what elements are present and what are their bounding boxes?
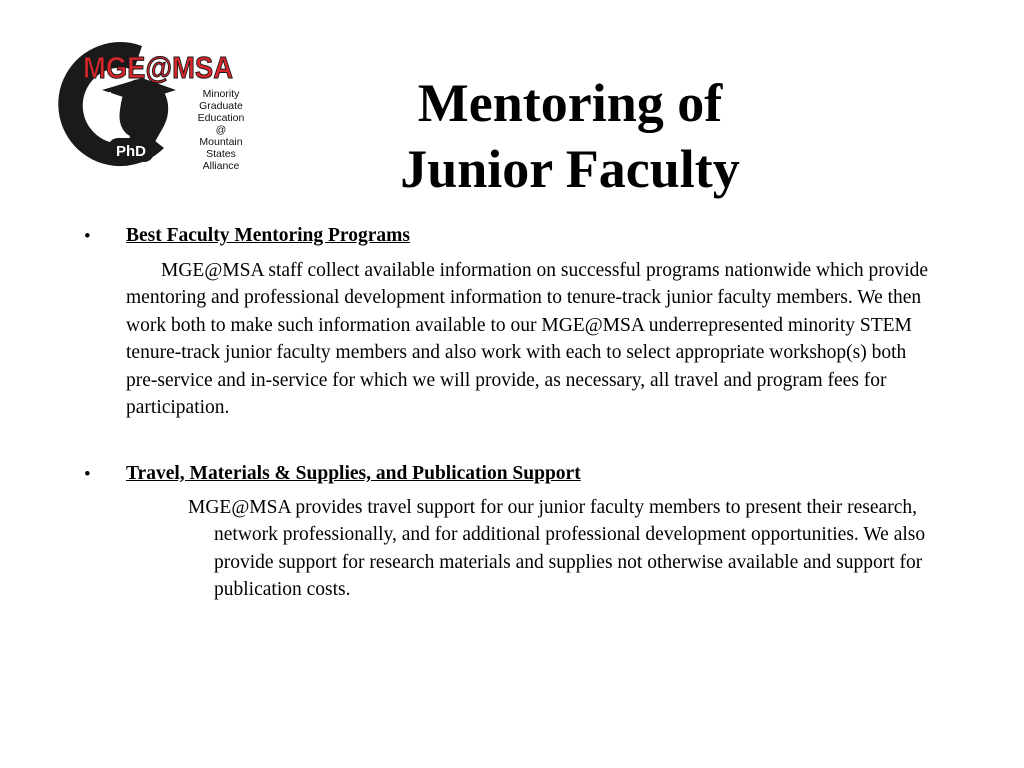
logo-subtitle-line: Education <box>197 112 245 124</box>
section-body-mentoring: MGE@MSA staff collect available information on successful programs nationwide which provide mentoring and professional development information to tenure-track junior faculty members. We then work both to make such information available to our MGE@MSA underrepresented minority STEM tenure-track junior faculty members and also work with each to select appropriate workshop(s) both pre-service and in-service for which we will provide, as necessary, all travel and program fees for participation. <box>126 260 929 419</box>
bullet-icon: • <box>84 226 91 247</box>
logo-subtitle-line: Alliance <box>202 160 240 172</box>
logo-brand: MGE@MSA <box>83 50 233 85</box>
logo-subtitle-line: States <box>206 148 236 160</box>
logo-subtitle-line: Graduate <box>199 100 243 112</box>
title-line-1: Mentoring of <box>417 73 723 133</box>
section-body-travel: MGE@MSA provides travel support for our junior faculty members to present their research, network professionally, and for additional professional development opportunities. We also provide support for research materials and supplies not otherwise available and support for publication costs. <box>188 497 926 601</box>
mge-msa-logo <box>46 40 256 170</box>
logo-subtitle-line: @ <box>215 124 227 136</box>
title-line-2: Junior Faculty <box>400 139 740 199</box>
section-heading-mentoring: Best Faculty Mentoring Programs <box>126 225 410 246</box>
logo-subtitle-line: Minority <box>202 88 240 100</box>
logo-subtitle <box>191 88 251 172</box>
logo-subtitle-line: Mountain <box>199 136 243 148</box>
bullet-icon: • <box>84 464 91 485</box>
slide-title <box>330 70 810 202</box>
logo-phd: PhD <box>116 143 146 160</box>
section-heading-travel: Travel, Materials & Supplies, and Publication Support <box>126 463 581 484</box>
